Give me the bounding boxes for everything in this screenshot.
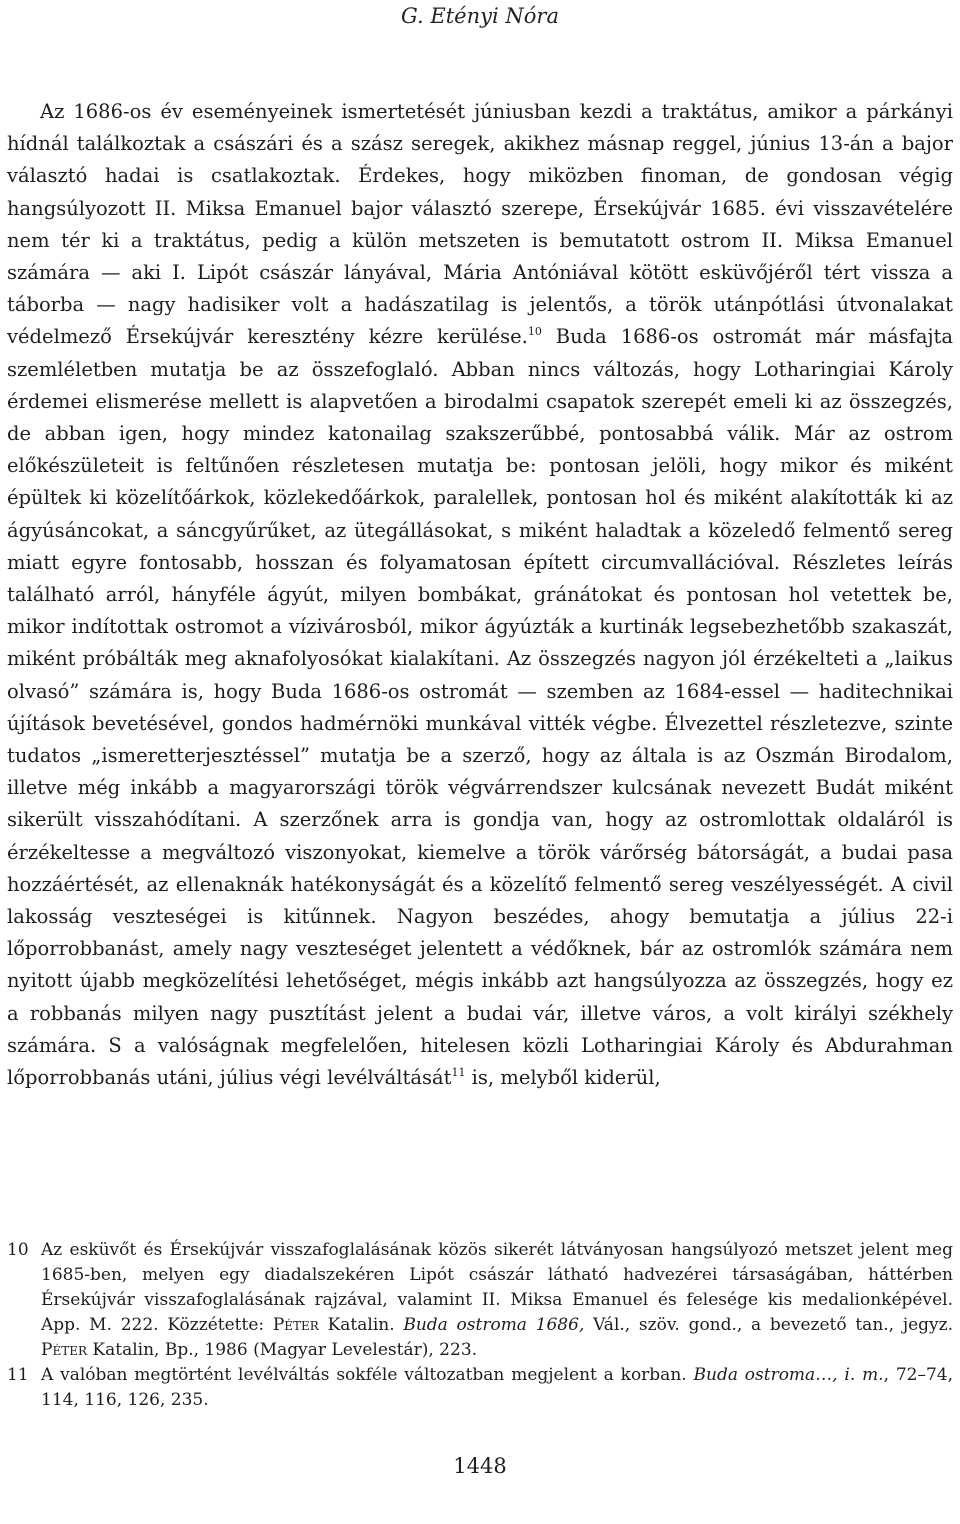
- page-number: 1448: [453, 1454, 507, 1478]
- footnote-text: Az esküvőt és Érsekújvár visszafoglalásának közös sikerét látványosan hangsúlyozó metszet jelent meg 1685-ben, melyen egy diadalszekéren Lipót császár látható hadvezérei társaságában, háttérben Érsekújvár visszafoglalásának rajzával, valamint II. Miksa Emanuel és felesége kis medalionképével. App. M. 222. Közzétette:: [41, 1240, 953, 1335]
- footnote-book-title: Buda ostroma 1686,: [403, 1315, 585, 1335]
- running-head: G. Etényi Nóra: [401, 4, 559, 28]
- paragraph-text-part-2: Buda 1686-os ostromát már másfajta szemléletben mutatja be az összefoglaló. Abban nincs változás, hogy Lotharingiai Károly érdemei elismerése mellett is alapvetően a birodalmi csapatok szerepét emeli ki az összegzés, de abban igen, hogy mindez katonailag szakszerűbbé, pontosabbá válik. Már az ostrom előkészületeit is feltűnően részletesen mutatja be: pontosan jelöli, hogy mikor és miként épültek ki közelítőárkok, közlekedőárkok, paralellek, pontosan hol és miként alakították ki az ágyúsáncokat, a sáncgyűrűket, az ütegállásokat, s miként haladtak a közeledő felmentő sereg miatt egyre fontosabb, hosszan és folyamatosan épített circumvallációval. Részletes leírás található arról, hányféle ágyút, milyen bombákat, gránátokat és pontosan hol vetettek be, mikor indítottak ostromot a vízivárosból, mikor ágyúzták a kurtinák legsebezhetőbb szakaszát, miként próbálták meg aknafolyosókat kialakítani. Az összegzés nagyon jól érzékelteti a „laikus olvasó” számára is, hogy Buda 1686-os ostromát — szemben az 1684-essel — haditechnikai újítások bevetésével, gondos hadmérnöki munkával vitték végbe. Élvezettel részletezve, szinte tudatos „ismeretterjesztéssel” mutatja be a szerző, hogy az általa is az Oszmán Birodalom, illetve még inkább a magyarországi török végvárrendszer kulcsának nevezett Budát miként sikerült visszahódítani. A szerzőnek arra is gondja van, hogy az ostromlottak oldaláról is érzékeltesse a megváltozó viszonyokat, kiemelve a török várőrség bátorságát, a budai pasa hozzáértését, az ellenaknák hatékonyságát és a közelítő felmentő sereg veszélyességét. A civil lakosság veszteségei is kitűnnek. Nagyon beszédes, ahogy bemutatja a július 22-i lőporrobbanást, amely nagy veszteséget jelentett a védőknek, bár az ostromlók számára nem nyitott újabb megközelítési lehetőséget, mégis inkább azt hangsúlyozza az összegzés, hogy ez a robbanás milyen nagy pusztítást jelent a budai vár, illetve város, a volt királyi székhely számára. S a valóságnak megfelelően, hitelesen közli Lotharingiai Károly és Abdurahman lőporrobbanás utáni, július végi levélváltását: [7, 325, 954, 1090]
- footnote-11: [7, 1363, 953, 1413]
- footnote-number: 10: [7, 1240, 29, 1260]
- footnote-book-title: Buda ostroma…, i. m.: [693, 1365, 884, 1385]
- footnote-10: [7, 1238, 953, 1363]
- footnote-text: A valóban megtörtént levélváltás sokféle változatban megjelent a korban.: [41, 1365, 694, 1385]
- paragraph-text-part-1: Az 1686-os év eseményeinek ismertetését júniusban kezdi a traktátus, amikor a párkányi hídnál találkoztak a császári és a szász seregek, akikhez másnap reggel, június 13-án a bajor választó hadai is csatlakoztak. Érdekes, hogy miközben finoman, de gondosan végig hangsúlyozott II. Miksa Emanuel bajor választó szerepe, Érsekújvár 1685. évi visszavételére nem tér ki a traktátus, pedig a külön metszeten is bemutatott ostrom II. Miksa Emanuel számára — aki I. Lipót császár lányával, Mária Antóniával kötött esküvőjéről tért vissza a táborba — nagy hadisiker volt a hadászatilag is jelentős, a török utánpótlási útvonalakat védelmező Érsekújvár keresztény kézre kerülése.: [7, 100, 953, 349]
- footnote-ref-11[interactable]: 11: [451, 1066, 466, 1080]
- footnote-ref-10[interactable]: 10: [527, 325, 542, 339]
- footnote-author: Péter: [272, 1315, 319, 1335]
- footnotes-section: [7, 1238, 953, 1413]
- footnote-text: , 72–74, 114, 116, 126, 235.: [41, 1365, 953, 1410]
- footnote-text: Katalin, Bp., 1986 (Magyar Levelestár), 223.: [87, 1340, 478, 1360]
- footnote-text: Vál., szöv. gond., a bevezető tan., jegyz.: [584, 1315, 953, 1335]
- footnote-text: Katalin.: [318, 1315, 404, 1335]
- footnote-number: 11: [7, 1365, 29, 1385]
- footnote-author: Péter: [41, 1340, 87, 1360]
- paragraph-text-part-3: is, melyből kiderül,: [465, 1066, 661, 1090]
- main-paragraph: [7, 96, 953, 1094]
